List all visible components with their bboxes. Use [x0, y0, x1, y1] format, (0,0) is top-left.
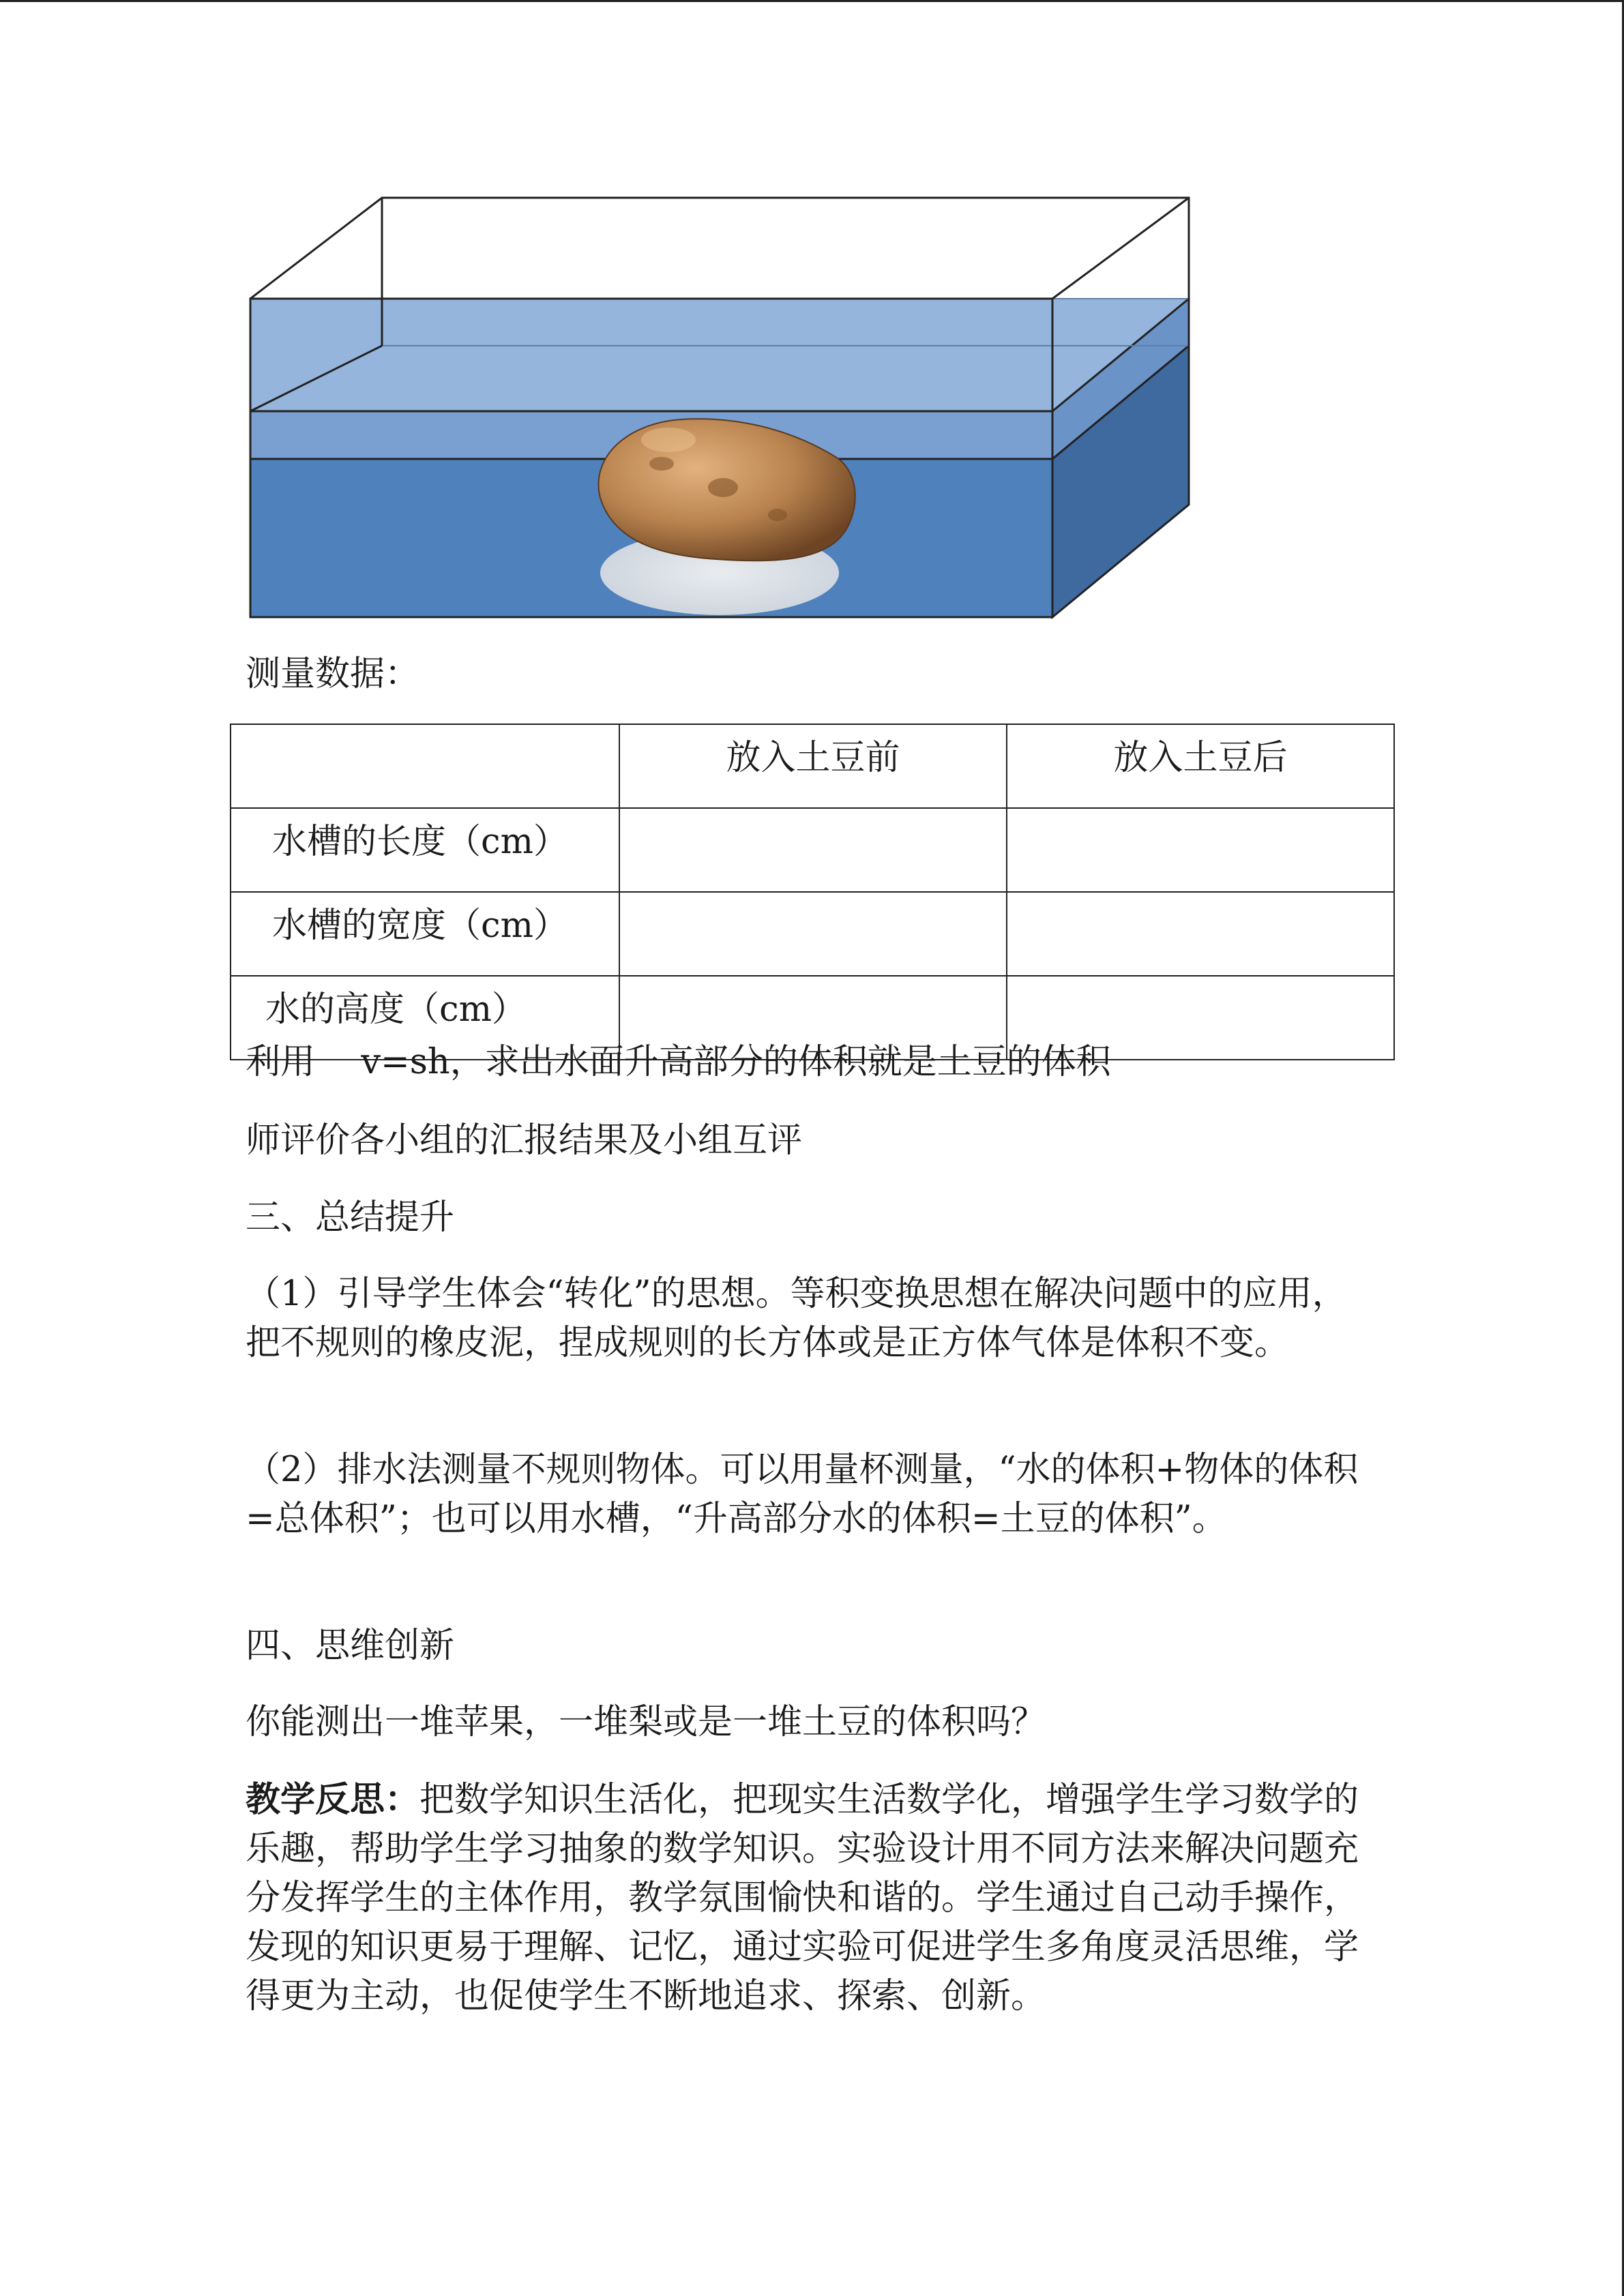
table-header-before: 放入土豆前: [619, 724, 1007, 808]
heading-summary: 三、总结提升: [246, 1197, 455, 1238]
measure-data-label: 测量数据：: [246, 654, 420, 694]
water-tank-illustration: [246, 194, 1200, 621]
row-label-width: 水槽的宽度（cm）: [231, 892, 619, 976]
table-row: [231, 892, 1394, 976]
point-2-paragraph: （2）排水法测量不规则物体。可以用量杯测量，“水的体积+物体的体积=总体积”；也可以用水槽，“升高部分水的体积=土豆的体积”。: [246, 1450, 1359, 1539]
reflection-paragraph: [246, 1775, 1378, 2021]
measurement-table: [230, 724, 1395, 1060]
cell-length-after: [1007, 808, 1394, 892]
formula-paragraph: 利用 v=sh，求出水面升高部分的体积就是土豆的体积: [246, 1042, 1111, 1082]
point-1-paragraph: （1）引导学生体会“转化”的思想。等积变换思想在解决问题中的应用，把不规则的橡皮泥，捏成规则的长方体或是正方体气体是体积不变。: [246, 1274, 1347, 1363]
question-paragraph: 你能测出一堆苹果，一堆梨或是一堆土豆的体积吗？: [246, 1702, 1046, 1742]
reflection-text: 把数学知识生活化，把现实生活数学化，增强学生学习数学的乐趣，帮助学生学习抽象的数学知识。实验设计用不同方法来解决问题充分发挥学生的主体作用，教学氛围愉快和谐的。学生通过自己动手操作，发现的知识更易于理解、记忆，通过实验可促进学生多角度灵活思维，学得更为主动，也促使学生不断地追求、探索、创新。: [246, 1780, 1359, 2016]
table-header-empty: [231, 724, 619, 808]
row-label-length: 水槽的长度（cm）: [231, 808, 619, 892]
row-label-height: 水的高度（cm）: [231, 976, 619, 1060]
reflection-label: 教学反思：: [246, 1779, 420, 1820]
table-header-row: [231, 724, 1394, 808]
cell-width-after: [1007, 892, 1394, 976]
teacher-review-paragraph: 师评价各小组的汇报结果及小组互评: [246, 1120, 803, 1161]
page-border-top: [0, 0, 1624, 2]
cell-width-before: [619, 892, 1007, 976]
table-row: [231, 808, 1394, 892]
heading-innovation: 四、思维创新: [246, 1626, 455, 1666]
cell-length-before: [619, 808, 1007, 892]
table-header-after: 放入土豆后: [1007, 724, 1394, 808]
